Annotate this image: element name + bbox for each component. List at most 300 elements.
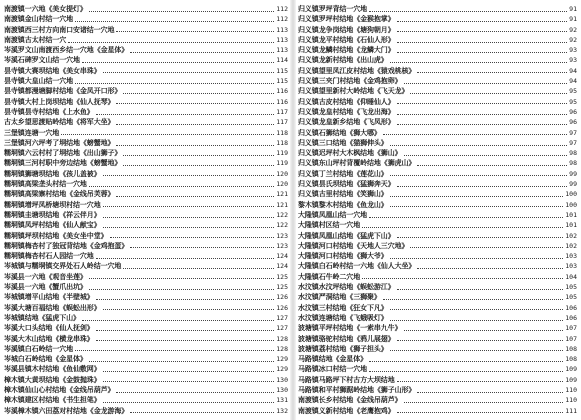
toc-leader-dots [397,31,568,32]
toc-entry-title: 归义镇古皮村结地《仰睡仙人》 [298,97,395,106]
toc-entry-title: 南渡镇古太村结一穴 [4,35,67,44]
toc-leader-dots [397,42,568,43]
toc-entry [298,385,577,395]
toc-entry [298,210,577,220]
toc-leader-dots [390,62,567,63]
toc-entry [4,354,288,364]
toc-leader-dots [116,392,274,393]
toc-entry-title: 樟木镇建区村结地《书生担笔》 [4,396,101,405]
toc-entry-page-number: 97 [569,138,577,147]
toc-entry [298,200,577,210]
toc-leader-dots [123,93,274,94]
toc-leader-dots [103,217,275,218]
toc-entry [4,169,288,179]
toc-entry-title: 归义镇丁兰村结地《莲花山》 [298,169,388,178]
toc-entry-page-number: 91 [569,5,577,13]
toc-entry [4,220,288,230]
toc-leader-dots [390,206,564,207]
toc-entry-page-number: 101 [565,221,577,230]
toc-leader-dots [417,392,563,393]
toc-entry-page-number: 92 [569,35,577,44]
toc-entry [4,86,288,96]
toc-entry-title: 三堡镇河六坪考了垌结地《螃蟹地》 [4,138,115,147]
toc-entry [298,4,577,14]
toc-entry [4,25,288,35]
toc-entry [298,272,577,282]
toc-entry [4,334,288,344]
toc-entry-page-number: 121 [276,200,288,209]
toc-entry [298,148,577,158]
toc-entry [298,241,577,251]
toc-entry-page-number: 106 [565,303,577,312]
toc-entry [298,251,577,261]
toc-entry [298,231,577,241]
toc-entry-title: 黎木镇黎木村结地《鱼龙山》 [298,200,388,209]
toc-entry-title: 岑城镇结地《猛虎下山》 [4,313,80,322]
toc-entry-title: 大隆镇村区结一穴地 [298,221,361,230]
toc-leader-dots [390,145,567,146]
toc-entry [298,261,577,271]
toc-entry [298,395,577,405]
toc-leader-dots [130,52,274,53]
toc-entry-title: 归义镇望里凤江皮村结地《猿戏桃核》 [298,66,416,75]
toc-entry-title: 波塘镇平坪村结地《一索串九牛》 [298,324,402,333]
toc-entry [298,138,577,148]
toc-entry-page-number: 105 [565,293,577,302]
toc-entry-title: 岑溪大塘百福结地《蜈蚣出形》 [4,303,101,312]
toc-entry-page-number: 107 [565,334,577,343]
toc-entry-page-number: 123 [276,241,288,250]
toc-leader-dots [417,268,563,269]
toc-entry [4,323,288,333]
toc-page-left [4,4,288,416]
toc-entry-page-number: 132 [276,406,288,415]
toc-entry-title: 马路镇马路坪下村古方大坝结地 [298,375,395,384]
toc-entry-page-number: 109 [565,365,577,374]
toc-entry-title: 波塘镇骆驼村结地《鸦儿展翅》 [298,334,395,343]
toc-leader-dots [96,299,275,300]
toc-leader-dots [397,124,568,125]
toc-entry-page-number: 102 [565,231,577,240]
toc-entry-title: 岑溪县一六地《观音坐莲》 [4,272,87,281]
toc-leader-dots [383,299,563,300]
toc-entry [4,76,288,86]
toc-entry [4,251,288,261]
toc-entry-page-number: 92 [569,25,577,34]
toc-entry-page-number: 126 [276,293,288,302]
toc-entry-page-number: 115 [276,77,288,86]
toc-leader-dots [362,278,563,279]
toc-entry-title: 归义镇龙新村结地《出山虎》 [298,56,388,65]
toc-entry-title: 糯垌镇高梁垄头村结一穴地 [4,180,87,189]
toc-leader-dots [390,350,564,351]
toc-entry [298,169,577,179]
toc-leader-dots [68,42,274,43]
toc-entry-title: 岑城白石岭结地《金星体》 [4,355,87,364]
toc-entry-title: 岑溪镇白石岭结一穴地 [4,344,73,353]
toc-entry-page-number: 121 [276,190,288,199]
toc-entry-title: 昙寺镇大皇山结一穴地 [4,77,73,86]
toc-entry [298,55,577,65]
toc-entry-title: 昙寺镇都漫塘脚村结地《金凤开口形》 [4,87,122,96]
toc-entry-page-number: 99 [569,169,577,178]
toc-entry-title: 昙寺镇昙寺村结地《上水鱼》 [4,107,94,116]
toc-entry-title: 昙寺镇大赛坝结地《美女串珠》 [4,66,101,75]
toc-leader-dots [404,83,568,84]
toc-entry-page-number: 93 [569,56,577,65]
toc-entry-page-number: 116 [276,97,288,106]
toc-entry-title: 大隆镇白石岭村结一六地《仙人大坐》 [298,262,416,271]
toc-entry [4,344,288,354]
toc-entry [4,303,288,313]
toc-entry-page-number: 125 [276,283,288,292]
toc-entry-title: 水汶镇水汶坪结地《蜈蚣游江》 [298,283,395,292]
toc-leader-dots [369,361,563,362]
toc-entry [4,148,288,158]
book-gutter [290,0,296,420]
toc-entry-title: 归义镇罗坪村结地《金猴抱掌》 [298,15,395,24]
toc-leader-dots [82,320,274,321]
toc-leader-dots [103,206,275,207]
toc-entry-page-number: 115 [276,66,288,75]
toc-entry [298,97,577,107]
toc-entry-page-number: 97 [569,128,577,137]
toc-entry [298,45,577,55]
toc-entry [298,354,577,364]
toc-leader-dots [96,340,275,341]
toc-entry-title: 归义镇三口结地《猫狮伸头》 [298,138,388,147]
toc-entry [4,282,288,292]
toc-entry [4,385,288,395]
toc-entry [4,272,288,282]
toc-entry-title: 糯垌镇高梁寨村结地《金线吊芙蓉》 [4,190,115,199]
toc-entry-title: 马路镇冰口村结一穴地 [298,365,367,374]
toc-leader-dots [390,258,564,259]
toc-entry-title: 糯垌镇凤坪村结地《仙人献宝》 [4,221,101,230]
toc-entry [298,313,577,323]
toc-entry-page-number: 94 [569,77,577,86]
toc-leader-dots [123,165,274,166]
toc-leader-dots [96,258,275,259]
toc-entry [298,35,577,45]
toc-entry [4,241,288,251]
toc-entry-title: 马路镇结地《金星体》 [298,355,367,364]
toc-entry-title: 归义镇迟坪村大木枫结地《狮山》 [298,149,402,158]
toc-leader-dots [362,227,563,228]
toc-entry-page-number: 98 [569,149,577,158]
toc-entry-page-number: 112 [276,15,288,24]
toc-entry-title: 南渡镇长乡村结地《金线吊葫芦》 [298,396,402,405]
toc-entry [4,179,288,189]
toc-entry-title: 岑溪樟木镇六田荔对村结地《金龙游海》 [4,406,129,415]
toc-entry-title: 波塘镇荔村结地《狮子担头》 [298,344,388,353]
toc-leader-dots [397,340,564,341]
toc-entry-page-number: 107 [565,324,577,333]
toc-leader-dots [103,381,275,382]
toc-entry-page-number: 113 [276,46,288,55]
toc-entry [298,86,577,96]
toc-leader-dots [417,72,567,73]
toc-leader-dots [89,186,274,187]
toc-entry-title: 古太乡望思渡贴岭结地《将军大坐》 [4,118,115,127]
toc-entry [298,303,577,313]
toc-leader-dots [103,72,275,73]
toc-entry [4,364,288,374]
toc-entry-page-number: 110 [565,385,577,394]
toc-leader-dots [417,165,567,166]
toc-entry [4,395,288,405]
toc-entry [298,364,577,374]
toc-entry [298,117,577,127]
toc-leader-dots [397,21,568,22]
toc-entry-page-number: 124 [276,252,288,261]
toc-leader-dots [103,309,275,310]
toc-leader-dots [103,175,275,176]
toc-entry [4,406,288,416]
toc-entry-title: 大隆镇凤凰山结地《猛虎下山》 [298,231,395,240]
toc-entry-page-number: 108 [565,344,577,353]
toc-entry-title: 归义镇昙氏坝结地《猛狮奔天》 [298,180,395,189]
toc-entry [298,282,577,292]
toc-entry-page-number: 118 [276,128,288,137]
toc-entry-page-number: 120 [276,180,288,189]
toc-entry-title: 糯垌镇狮塘坝结地《孩儿盖被》 [4,169,101,178]
toc-entry-page-number: 129 [276,365,288,374]
toc-entry-page-number: 113 [276,35,288,44]
toc-leader-dots [89,278,274,279]
toc-entry-page-number: 108 [565,355,577,364]
toc-entry-page-number: 117 [276,118,288,127]
toc-leader-dots [82,62,274,63]
toc-entry-title: 糯垌镇坪坝村结地《美女坐中堂》 [4,231,108,240]
toc-entry [4,231,288,241]
toc-leader-dots [397,52,568,53]
toc-leader-dots [103,227,275,228]
toc-leader-dots [103,371,275,372]
toc-entry-title: 岑溪县镇木村结地《鱼仙敷网》 [4,365,101,374]
toc-entry [298,14,577,24]
toc-entry-title: 岑溪罗文山南渡西乡结一穴地《金星体》 [4,46,129,55]
toc-entry-title: 归义镇古里村结地《笑狮山》 [298,190,388,199]
toc-entry [4,158,288,168]
toc-entry [4,210,288,220]
toc-entry [298,158,577,168]
toc-entry-title: 大隆镇河口村结地《狮大爷》 [298,252,388,261]
toc-leader-dots [397,103,568,104]
toc-entry-title: 南渡镇金山村结一穴地 [4,15,73,24]
toc-entry-title: 樟木镇仙山心村结地《金线吊葫芦》 [4,385,115,394]
toc-entry-title: 水汶镇连塘结地《飞蛾吸灯》 [298,313,388,322]
toc-entry-title: 归义镇石狮结地《狮大哪》 [298,128,381,137]
toc-leader-dots [89,289,274,290]
toc-leader-dots [404,330,564,331]
toc-entry-page-number: 130 [276,385,288,394]
toc-entry-title: 归义镇龙鳞村结地《龙鳞大门》 [298,46,395,55]
toc-entry-page-number: 118 [276,138,288,147]
toc-entry [4,14,288,24]
toc-entry-title: 糯垌镇三河村职中旁边结地《螃蟹地》 [4,159,122,168]
toc-entry-page-number: 128 [276,344,288,353]
toc-leader-dots [89,361,274,362]
toc-leader-dots [397,114,568,115]
toc-entry-title: 南渡镇义新村结地《老鹰抱鸡》 [298,406,395,415]
toc-entry [298,107,577,117]
toc-leader-dots [116,124,274,125]
toc-entry-page-number: 110 [565,396,577,405]
toc-leader-dots [390,175,567,176]
toc-leader-dots [116,103,274,104]
toc-leader-dots [96,330,275,331]
toc-entry [4,200,288,210]
toc-leader-dots [75,350,274,351]
toc-leader-dots [410,247,563,248]
toc-entry-title: 岑溪大口头结地《仙人抚剑》 [4,324,94,333]
toc-entry-page-number: 122 [276,221,288,230]
toc-entry-page-number: 103 [565,262,577,271]
toc-entry-title: 糯垌镇圭塘坝结地《祥云伴月》 [4,210,101,219]
toc-entry [298,128,577,138]
toc-leader-dots [103,402,275,403]
toc-leader-dots [96,114,275,115]
toc-entry-title: 三堡镇连塘一穴地 [4,128,60,137]
toc-entry-page-number: 100 [565,200,577,209]
toc-entry-page-number: 102 [565,241,577,250]
toc-entry-title: 水汶镇三村结地《狂女下凡》 [298,303,388,312]
toc-leader-dots [75,21,274,22]
toc-entry [298,375,577,385]
toc-entry-page-number: 129 [276,355,288,364]
toc-entry-page-number: 111 [565,406,577,415]
toc-entry-title: 岑城镇与糯垌镇交界处石人岭结一穴地 [4,262,122,271]
toc-entry [4,107,288,117]
toc-entry-page-number: 105 [565,283,577,292]
toc-entry-page-number: 109 [565,375,577,384]
toc-entry-page-number: 123 [276,231,288,240]
toc-entry [4,55,288,65]
toc-leader-dots [404,402,564,403]
toc-entry [4,138,288,148]
toc-entry-title: 大隆镇凤凰山结一穴地 [298,210,367,219]
toc-page-right [298,4,577,416]
toc-leader-dots [369,11,567,12]
toc-entry-title: 归义镇望里新村大岭结地《飞天龙》 [298,87,409,96]
toc-entry-title: 大隆镇石牛岭二穴地 [298,272,361,281]
toc-entry-page-number: 126 [276,303,288,312]
toc-entry [298,323,577,333]
toc-entry [298,25,577,35]
toc-entry-title: 马路镇和平村狮踞岭结地《狮子山形》 [298,385,416,394]
toc-leader-dots [390,309,564,310]
toc-entry-page-number: 117 [276,107,288,116]
toc-entry-title: 归义镇三夹门村结地《金鸡抱卵》 [298,77,402,86]
toc-entry [298,292,577,302]
toc-leader-dots [369,217,563,218]
toc-entry-title: 岑溪大木山结地《横龙串珠》 [4,334,94,343]
toc-entry-page-number: 119 [276,159,288,168]
toc-entry-title: 大隆镇河口村结地《天地人三穴地》 [298,241,409,250]
toc-entry [4,292,288,302]
toc-entry [4,261,288,271]
toc-entry-page-number: 128 [276,334,288,343]
toc-entry-title: 糯垌镇六云村村了垌结地《出山狮子》 [4,149,122,158]
toc-entry-page-number: 103 [565,252,577,261]
toc-entry [4,313,288,323]
toc-entry [4,189,288,199]
toc-entry-page-number: 91 [569,15,577,24]
toc-entry-page-number: 95 [569,87,577,96]
toc-leader-dots [116,31,274,32]
toc-entry-title: 归义镇罗坪背结一穴地 [298,5,367,13]
toc-entry-title: 水汶镇严洞结地《三狮聚》 [298,293,381,302]
toc-entry-title: 岑城镇增平山结地《半壁城》 [4,293,94,302]
toc-entry-page-number: 106 [565,313,577,322]
toc-entry-page-number: 98 [569,159,577,168]
toc-entry-page-number: 131 [276,396,288,405]
toc-entry-page-number: 112 [276,5,288,13]
toc-entry-page-number: 100 [565,190,577,199]
toc-leader-dots [61,134,274,135]
toc-entry [4,66,288,76]
toc-entry [298,344,577,354]
toc-entry-page-number: 125 [276,272,288,281]
toc-entry-title: 归义镇东山坪村背覆岭结地《狮虎山》 [298,159,416,168]
toc-leader-dots [130,412,274,413]
toc-entry-page-number: 114 [276,56,288,65]
toc-leader-dots [404,155,568,156]
toc-entry-title: 樟木镇大黄坝结地《金鼓抛珠》 [4,375,101,384]
toc-entry-title: 糯垌镇梅杏村了独冠背结地《金鸡抱蛋》 [4,241,129,250]
toc-leader-dots [123,155,274,156]
toc-leader-dots [116,145,274,146]
toc-entry [298,66,577,76]
toc-entry-page-number: 94 [569,66,577,75]
toc-entry-page-number: 127 [276,324,288,333]
toc-entry-title: 南渡镇西三村方向南口安诸结一穴地 [4,25,115,34]
toc-entry [298,220,577,230]
toc-entry-title: 归义镇龙皇新乡结地《飞凤形》 [298,118,395,127]
toc-entry-page-number: 116 [276,87,288,96]
toc-entry-title: 糯垌镇梅杏村石人园结一穴地 [4,252,94,261]
toc-entry-page-number: 113 [276,25,288,34]
toc-entry [4,128,288,138]
toc-entry-title: 昙寺镇大村上岗坝结地《仙人抚琴》 [4,97,115,106]
toc-entry [4,375,288,385]
toc-entry-title: 糯垌镇增坪凤桥塘坝村结一穴地 [4,200,101,209]
toc-leader-dots [116,196,274,197]
toc-leader-dots [89,11,274,12]
toc-leader-dots [397,412,564,413]
toc-entry-page-number: 120 [276,169,288,178]
toc-leader-dots [390,320,564,321]
toc-entry-page-number: 104 [565,272,577,281]
toc-entry [4,97,288,107]
toc-entry [4,35,288,45]
toc-entry [298,179,577,189]
toc-entry-page-number: 95 [569,97,577,106]
toc-entry [4,45,288,55]
toc-entry-title: 岑溪县一六地《蟹爪出坑》 [4,283,87,292]
toc-entry [4,4,288,14]
toc-entry-page-number: 122 [276,210,288,219]
toc-entry-page-number: 124 [276,262,288,271]
toc-entry-page-number: 96 [569,118,577,127]
toc-entry [4,117,288,127]
toc-entry [298,406,577,416]
toc-leader-dots [75,83,274,84]
toc-entry-title: 岑溪石碑罗文山结一穴地 [4,56,80,65]
toc-entry-page-number: 101 [565,210,577,219]
toc-entry [298,76,577,86]
